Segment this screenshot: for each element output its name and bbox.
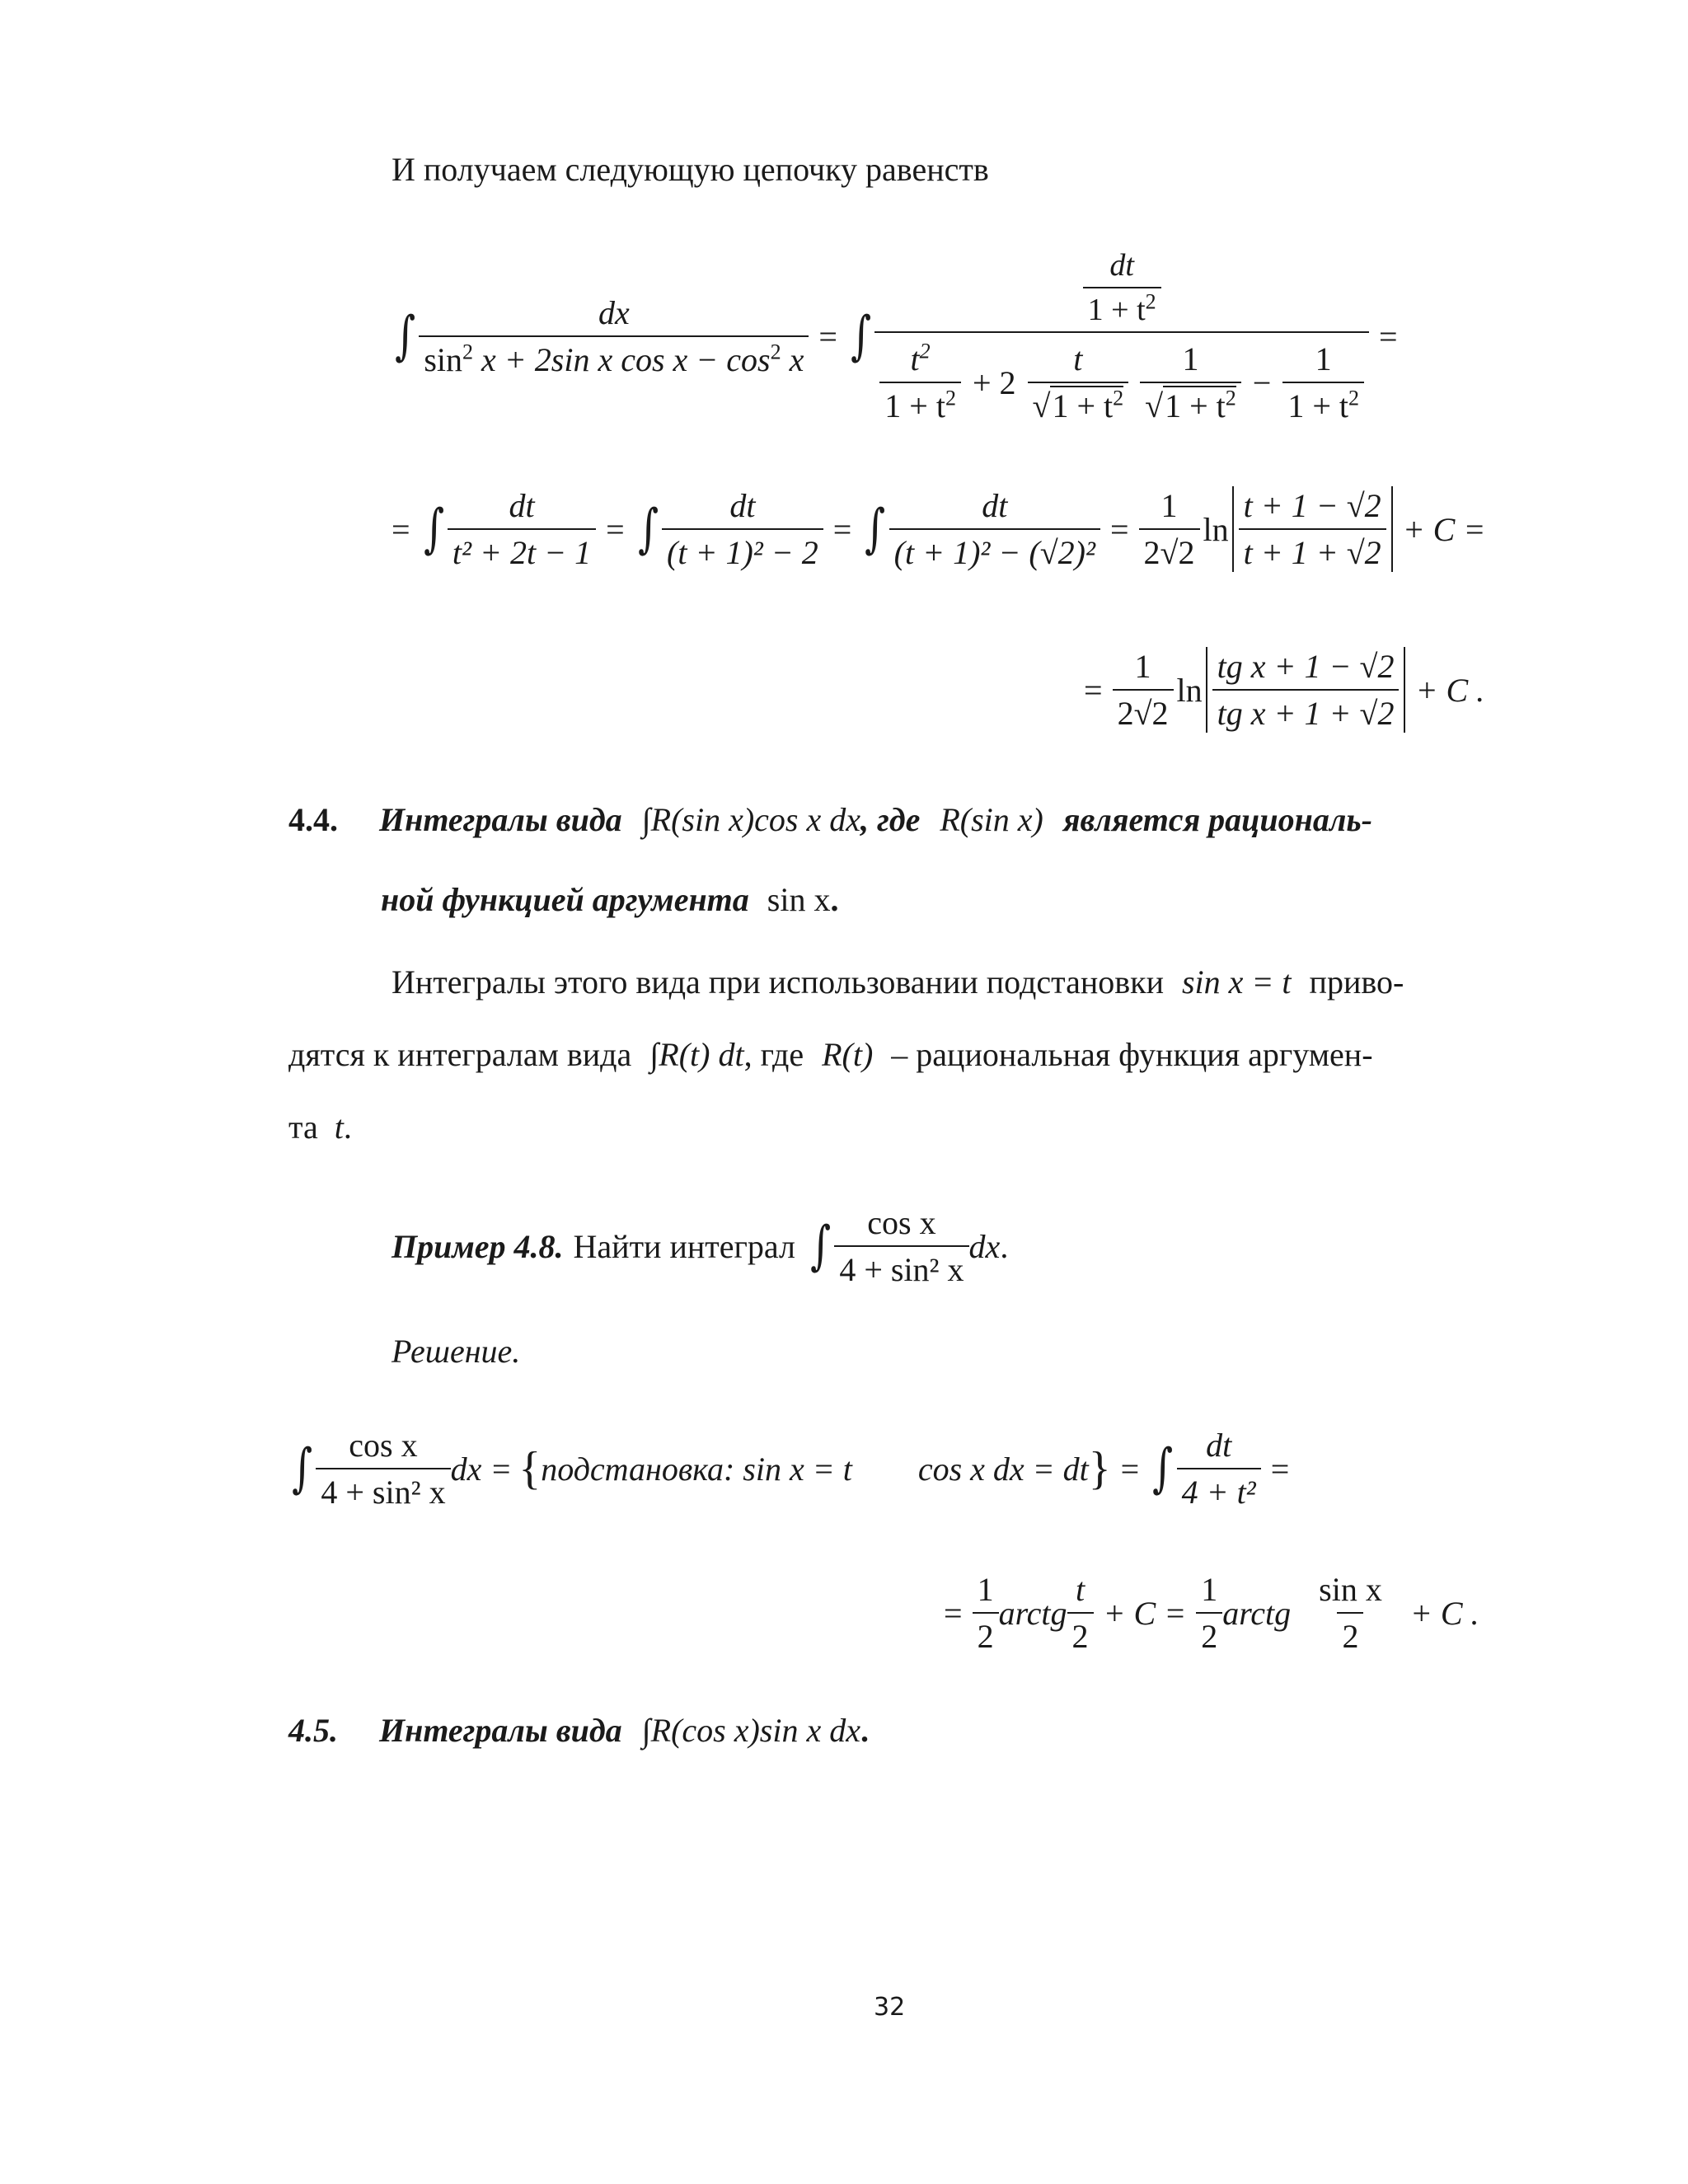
integral-sign: ∫ xyxy=(395,306,416,367)
paragraph-line-1: Интегралы этого вида при использовании подстановки sin x = t приво- xyxy=(392,963,1404,1001)
section-4-4-heading: 4.4. Интегралы вида ∫R(sin x)cos x dx, где R(sin x) является рациональ- xyxy=(288,801,1372,838)
section-4-5-heading: 4.5. Интегралы вида ∫R(cos x)sin x dx. xyxy=(288,1712,869,1749)
integral-sign: ∫ xyxy=(851,306,872,367)
intro-text: И получаем следующую цепочку равенств xyxy=(392,151,989,188)
fraction: $\frac{dx}{\sin^2 x + 2\sin x \cos x - \cos^2 x}$ xyxy=(419,293,809,379)
solution-line-1: ∫ $\frac{\text{cos x}}{\text{4 + sin² x}}$ dx = { подстановка : sin x = t cos x dx = dt } = ∫ $\frac{dt}{\text{4 + t²}}$ = xyxy=(292,1427,1290,1511)
equation-3: = $\frac{1}{2√2}$ ln $\frac{\text{tg x + 1 − √2}}{\text{tg x + 1 + √2}}$ + C . xyxy=(1084,648,1485,732)
compound-fraction: $\frac{dt}{1 + t^2}$ $\frac{t^2}{1 + t^2}$ + 2 $\frac{t}{√1 + t^2}$ $\frac{1}{√1 + t^2}$ − $\frac{1}{1 + t^2}$ xyxy=(874,247,1369,425)
equation-1: ∫ $\frac{dx}{\sin^2 x + 2\sin x \cos x - \cos^2 x}$ = ∫ $\frac{dt}{1 + t^2}$ $\frac{t^2}{1 + t^2}$ + 2 $\frac{t}{√1 + t^2}$ $\frac{1}{√1 + t^2}$ − $\frac{1}{1 + t^2}$ = xyxy=(395,248,1398,424)
equation-2: = ∫ $\frac{dt}{\text{t² + 2t − 1}}$ = ∫ $\frac{dt}{\text{(t + 1)² − 2}}$ = ∫ $\frac{dt}{\text{(t + 1)² − (√2)²}}$ = $\frac{1}{2√2}$ ln $\frac{t + 1 - √2}{t + 1 + √2}$ + C = xyxy=(392,487,1486,571)
example-4-8: Пример 4.8. Найти интеграл ∫ $\frac{\text{cos x}}{\text{4 + sin² x}}$ dx . xyxy=(392,1204,1009,1288)
paragraph-line-2: дятся к интегралам вида ∫R(t) dt, где R(t) – рациональная функция аргумен- xyxy=(288,1036,1373,1073)
paragraph-line-3: та t. xyxy=(288,1108,352,1146)
section-4-4-heading-line2: ной функцией аргумента sin x. xyxy=(381,881,839,918)
solution-label: Решение. xyxy=(392,1333,521,1370)
solution-line-2: = $\frac{1}{2}$ arctg $\frac{t}{2}$ + C = $\frac{1}{2}$ arctg $\frac{\text{sin x}}{2}$ + C . xyxy=(944,1571,1479,1655)
page-number: 32 xyxy=(874,1993,906,2022)
